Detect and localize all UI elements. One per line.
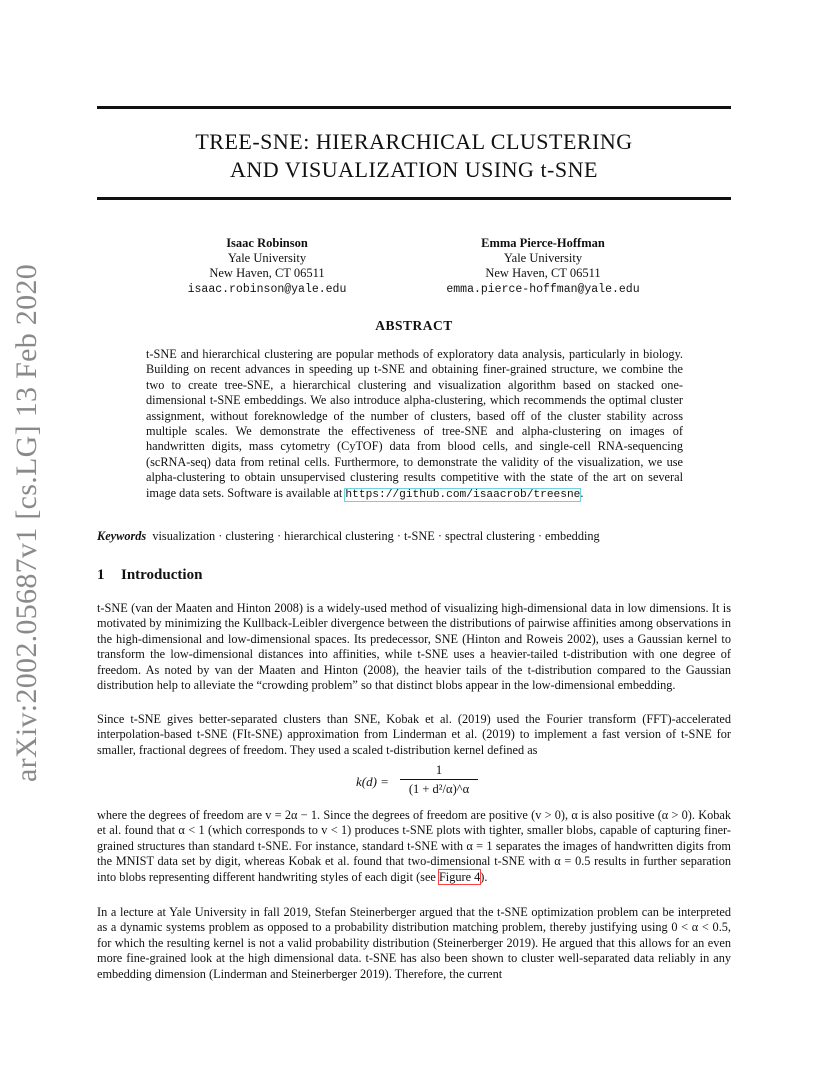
software-link[interactable]: https://github.com/isaacrob/treesne	[345, 488, 581, 501]
keywords-text: visualization · clustering · hierarchical clustering · t-SNE · spectral clustering · embedding	[152, 529, 600, 543]
paragraph	[97, 808, 731, 885]
author-name: Isaac Robinson	[226, 236, 308, 250]
figure-reference-link[interactable]: Figure 4	[438, 869, 481, 884]
paper-title	[97, 128, 731, 184]
author-affiliation: Yale University	[503, 251, 583, 266]
author-address: New Haven, CT 06511	[485, 266, 601, 281]
title-line-2: AND VISUALIZATION USING t-SNE	[230, 157, 598, 182]
abstract-end: .	[580, 485, 584, 500]
author-name: Emma Pierce-Hoffman	[481, 236, 605, 250]
section-heading	[97, 567, 202, 584]
author-block-1	[137, 236, 397, 297]
section-number: 1	[97, 567, 105, 583]
author-email: isaac.robinson@yale.edu	[187, 282, 347, 296]
paragraph-text: where the degrees of freedom are v = 2α − 1. Since the degrees of freedom are positive (v > 0), α is also positive (α > 0). Kobak et al. found that α < 1 (which corresponds to v < 1) produces t-SNE plots with tighter, smaller blobs, capable of capturing finer-grained structures than standard t-SNE. For instance, standard t-SNE with α = 1 separates the images of handwritten digits from the MNIST data set by digit, whereas Kobak et al. found that two-dimensional t-SNE with α = 0.5 results in further separation into blobs representing different handwriting styles of each digit (see	[97, 808, 731, 884]
keywords-label: Keywords	[97, 529, 147, 543]
author-email: emma.pierce-hoffman@yale.edu	[446, 282, 640, 296]
paragraph: In a lecture at Yale University in fall 2019, Stefan Steinerberger argued that the t-SNE optimization problem can be interpreted as a dynamic systems problem as opposed to a probability distribution matching problem, thereby justifying using 0 < α < 0.5, for which the resulting kernel is not a valid probability distribution (Steinerberger 2019). He argued that this allows for an even more fine-grained look at the high dimensional data. t-SNE has also been shown to cluster well-separated data reliably in any embedding dimension (Linderman and Steinerberger 2019). Therefore, the current	[97, 905, 731, 981]
abstract-body	[146, 347, 683, 503]
author-affiliation: Yale University	[227, 251, 307, 266]
kernel-equation	[350, 762, 490, 802]
abstract-heading: ABSTRACT	[375, 318, 453, 333]
fraction-bar	[400, 779, 478, 780]
title-line-1: TREE-SNE: HIERARCHICAL CLUSTERING	[195, 129, 633, 154]
equation-denominator: (1 + d²/α)^α	[408, 782, 470, 796]
equation-fraction	[400, 762, 478, 797]
equation-lhs: k(d) =	[356, 774, 389, 789]
paragraph-end: ).	[480, 869, 488, 884]
arxiv-stamp-text: arXiv:2002.05687v1 [cs.LG] 13 Feb 2020	[10, 263, 43, 783]
abstract-text: t-SNE and hierarchical clustering are popular methods of exploratory data analysis, particularly in biology. Building on recent advances in speeding up t-SNE and obtaining finer-grained structure, we combine the two to create tree-SNE, a hierarchical clustering and visualization algorithm based on stacked one-dimensional t-SNE embeddings. We also introduce alpha-clustering, which recommends the optimal cluster assignment, without foreknowledge of the number of clusters, based off of the cluster stability across multiple scales. We demonstrate the effectiveness of tree-SNE and alpha-clustering on images of handwritten digits, mass cytometry (CyTOF) data from blood cells, and single-cell RNA-sequencing (scRNA-seq) data from retinal cells. Furthermore, to demonstrate the validity of the visualization, we use alpha-clustering to obtain unsupervised clustering results competitive with the state of the art on several image data sets. Software is available at	[146, 347, 683, 500]
paragraph: t-SNE (van der Maaten and Hinton 2008) is a widely-used method of visualizing high-dimensional data in low dimensions. It is motivated by minimizing the Kullback-Leibler divergence between the distributions of pairwise affinities among observations in the high-dimensional and low-dimensional spaces. Its predecessor, SNE (Hinton and Roweis 2002), uses a Gaussian kernel to transform the low-dimensional distances into affinities, while t-SNE uses a heavier-tailed t-distribution with one degree of freedom. As noted by van der Maaten and Hinton (2008), the heavier tails of the t-distribution compared to the Gaussian distribution help to alleviate the “crowding problem” so that distinct blobs appear in the low-dimensional embedding.	[97, 601, 731, 693]
title-rule-top	[97, 106, 731, 109]
title-rule-bottom	[97, 197, 731, 200]
section-title: Introduction	[121, 567, 203, 583]
author-block-2	[413, 236, 673, 297]
keywords-line	[97, 529, 731, 544]
equation-numerator: 1	[435, 762, 443, 777]
author-address: New Haven, CT 06511	[209, 266, 325, 281]
paragraph: Since t-SNE gives better-separated clusters than SNE, Kobak et al. (2019) used the Fourier transform (FFT)-accelerated interpolation-based t-SNE (FIt-SNE) approximation from Linderman et al. (2019) to implement a fast version of t-SNE for smaller, fractional degrees of freedom. They used a scaled t-distribution kernel defined as	[97, 712, 731, 757]
